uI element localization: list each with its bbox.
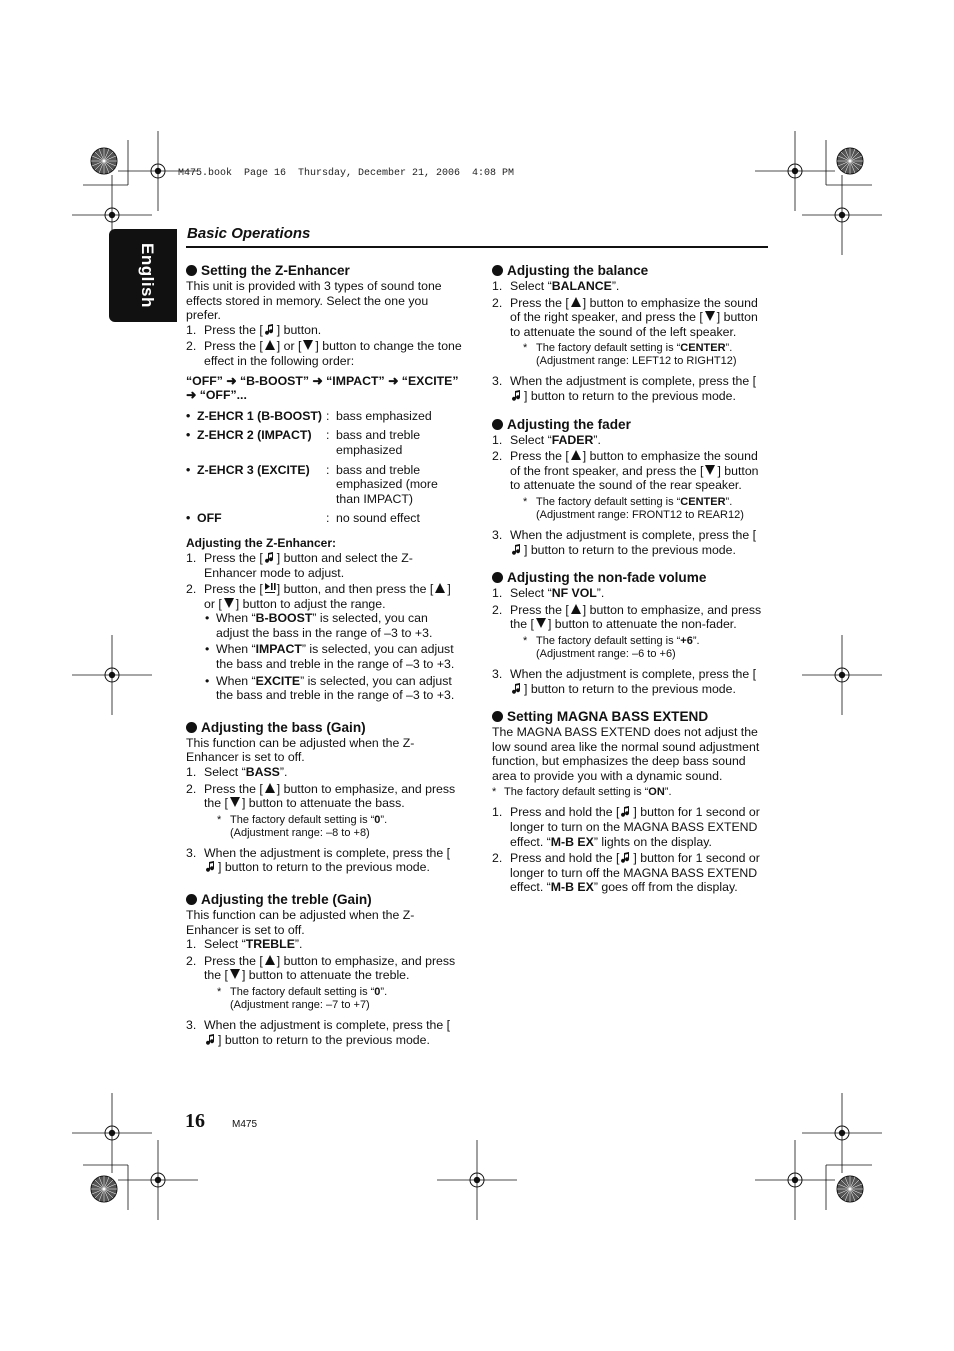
list-item: 1. Select “BALANCE”. [492,279,620,293]
mode-description: bass and treble emphasized (more than IMPACT) [336,462,438,506]
z-enhancer-intro: This unit is provided with 3 types of sound tone effects stored in memory. Select the one you prefer. [186,279,442,323]
list-item: 1. Press the [ ] button and select the Z-Enhancer mode to adjust. [186,550,413,580]
list-item: 1. Press the [ ] button. [186,322,322,337]
up-arrow-icon [569,296,583,308]
sound-button-icon [204,1033,218,1045]
language-tab [109,229,177,322]
mode-description: no sound effect [336,511,420,526]
mode-definition-row [186,409,462,424]
sound-button-icon [619,805,633,817]
factory-default-note: * The factory default setting is “CENTER”. (Adjustment range: LEFT12 to RIGHT12) [523,342,737,368]
mode-description: bass emphasized [336,408,432,423]
adjust-z-enhancer-heading: Adjusting the Z-Enhancer: [186,535,336,550]
up-arrow-icon [433,582,447,594]
list-item: 2. Press the [ ] button to emphasize, and press the [ ] button to attenuate the treble. * The factory default setting is “0”. (Adjustment range: –7 to +7) [186,954,462,1012]
down-arrow-icon [222,597,236,609]
down-arrow-icon [703,310,717,322]
down-arrow-icon [228,968,242,980]
up-arrow-icon [263,782,277,794]
page-number: 16 [185,1110,205,1132]
up-arrow-icon [569,603,583,615]
print-slug: M475.book Page 16 Thursday, December 21, 2006 4:08 PM [178,168,515,179]
sound-button-icon [510,389,524,401]
play-pause-ent-icon [263,582,277,594]
list-item: 2. Press the [ ] button, and then press the [ ] or [ ] button to adjust the range. • When “B-BOOST” is selected, you can adjust the bass in the range of –3 to +3. • When “IMPACT” is selected, you can adjust the bass and treble in the range of –3 to +3. • When “EXCITE” is selected, you can adjust the bass and treble in the range of –3 to +3. [186,582,462,703]
factory-default-note: * The factory default setting is “+6”. (Adjustment range: –6 to +6) [523,634,700,660]
model-code: M475 [232,1119,258,1130]
list-item: 1. Select “FADER”. [492,432,601,447]
list-item: 2. Press the [ ] or [ ] button to change the tone effect in the following order: [186,339,462,368]
adjust-sublist [204,611,462,703]
sound-button-icon [619,851,633,863]
list-item: • When “IMPACT” is selected, you can adjust the bass and treble in the range of –3 to +3. [204,642,462,671]
language-tab-label: English [138,243,157,308]
balance-heading: Adjusting the balance [492,262,770,279]
list-item: 1. Select “NF VOL”. [492,586,605,601]
fader-heading: Adjusting the fader [492,416,770,433]
factory-default-note: * The factory default setting is “ON”. [492,786,672,799]
list-item: 3. When the adjustment is complete, press the [ ] button to return to the previous mode. [492,374,757,403]
treble-heading: Adjusting the treble (Gain) [186,891,462,908]
z-enhancer-heading: Setting the Z-Enhancer [186,262,462,279]
list-item: 1. Press and hold the [ ] button for 1 second or longer to turn on the MAGNA BASS EXTEND effect. “M-B EX” lights on the display. [492,805,760,849]
mode-separator: : [326,428,330,443]
sound-button-icon [204,860,218,872]
bass-intro: This function can be adjusted when the Z-Enhancer is set to off. [186,735,415,765]
list-item: • When “B-BOOST” is selected, you can adjust the bass in the range of –3 to +3. [204,611,462,640]
balance-steps [492,279,770,404]
mode-sequence: “OFF” ➜ “B-BOOST” ➜ “IMPACT” ➜ “EXCITE” ➜ “OFF”... [186,373,459,403]
nonfade-steps [492,586,770,696]
magna-intro: The MAGNA BASS EXTEND does not adjust the low sound area like the normal sound adjustment function, but emphasizes the deep bass sound area to provide you with a dynamic sound. [492,725,760,783]
section-title: Basic Operations [187,225,311,242]
factory-default-note: * The factory default setting is “0”. (Adjustment range: –7 to +7) [217,985,388,1011]
bass-heading: Adjusting the bass (Gain) [186,719,462,736]
up-arrow-icon [263,339,277,351]
mode-term: • Z-EHCR 3 (EXCITE) [186,463,326,507]
list-item: 1. Select “BASS”. [186,765,288,780]
adjust-steps [186,551,462,703]
fader-steps [492,433,770,558]
treble-intro: This function can be adjusted when the Z-Enhancer is set to off. [186,908,415,937]
down-arrow-icon [228,796,242,808]
list-item: 2. Press the [ ] button to emphasize the sound of the front speaker, and press the [ ] button to attenuate the sound of the rear speaker. * The factory default setting is “CENTER”. (Adjustment range: FRONT12 to REAR12) [492,449,770,522]
left-column [186,262,462,1049]
list-item: 3. When the adjustment is complete, press the [ ] button to return to the previous mode. [186,1017,451,1047]
magna-heading: Setting MAGNA BASS EXTEND [492,708,770,725]
mode-separator: : [326,408,330,423]
mode-definition-row [186,428,462,457]
mode-definitions [186,409,462,526]
mode-term: • Z-EHCR 1 (B-BOOST) [186,409,326,424]
sound-button-icon [263,551,277,563]
down-arrow-icon [301,339,315,351]
up-arrow-icon [569,449,583,461]
list-item: 3. When the adjustment is complete, press the [ ] button to return to the previous mode. [492,527,757,557]
list-item: 2. Press and hold the [ ] button for 1 second or longer to turn off the MAGNA BASS EXTEND effect. “M-B EX” goes off from the display. [492,851,760,895]
z-enhancer-steps [186,323,462,369]
down-arrow-icon [534,617,548,629]
sound-button-icon [510,543,524,555]
treble-steps [186,937,462,1047]
list-item: 3. When the adjustment is complete, press the [ ] button to return to the previous mode. [492,666,757,696]
mode-separator: : [326,462,330,477]
nonfade-heading: Adjusting the non-fade volume [492,569,770,586]
mode-separator: : [326,511,330,526]
sound-button-icon [510,682,524,694]
down-arrow-icon [703,464,717,476]
list-item: 3. When the adjustment is complete, press the [ ] button to return to the previous mode. [186,845,451,875]
list-item: 2. Press the [ ] button to emphasize the sound of the right speaker, and press the [ ] button to attenuate the sound of the left speaker. * The factory default setting is “CENTER”. (Adjustment range: LEFT12 to RIGHT12) [492,296,770,369]
list-item: 2. Press the [ ] button to emphasize, and press the [ ] button to attenuate the bass. * The factory default setting is “0”. (Adjustment range: –8 to +8) [186,782,462,840]
factory-default-note: * The factory default setting is “0”. (Adjustment range: –8 to +8) [217,813,388,839]
list-item: 2. Press the [ ] button to emphasize, and press the [ ] button to attenuate the non-fader. * The factory default setting is “+6”. (Adjustment range: –6 to +6) [492,603,770,661]
up-arrow-icon [263,954,277,966]
factory-default-note: * The factory default setting is “CENTER”. (Adjustment range: FRONT12 to REAR12) [523,495,744,521]
list-item: • When “EXCITE” is selected, you can adjust the bass and treble in the range of –3 to +3. [204,674,462,703]
mode-term: • OFF [186,511,326,526]
sound-button-icon [263,323,277,335]
header-rule [186,246,768,248]
magna-steps [492,805,770,895]
mode-definition-row [186,463,462,507]
mode-term: • Z-EHCR 2 (IMPACT) [186,428,326,457]
mode-definition-row [186,511,462,526]
right-column [492,262,770,897]
bass-steps [186,765,462,875]
list-item: 1. Select “TREBLE”. [186,937,303,952]
mode-description: bass and treble emphasized [336,428,421,457]
